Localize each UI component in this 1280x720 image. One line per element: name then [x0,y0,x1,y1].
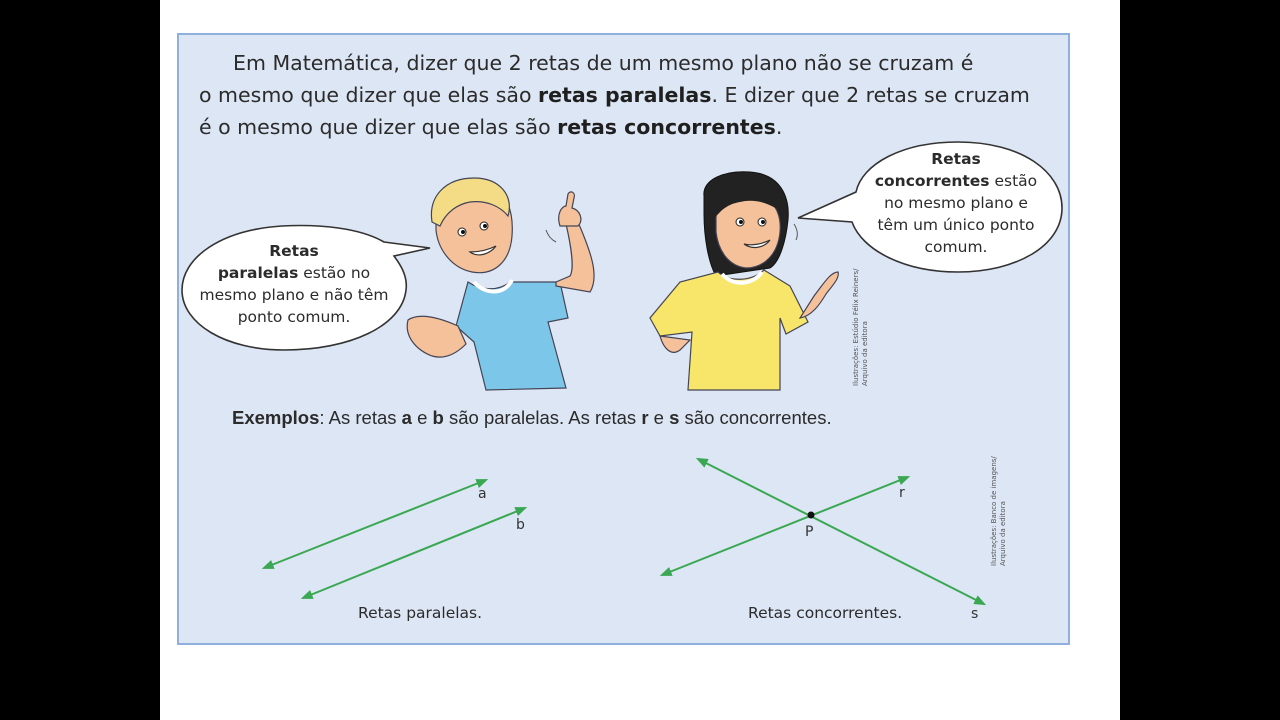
credit-text: Ilustrações: Estúdio Félix Reiners/ [852,268,860,386]
term-parallel: retas paralelas [538,83,712,107]
term-concurrent: retas concorrentes [557,115,776,139]
line-name-r: r [641,407,649,428]
bubble-text: no mesmo plano e [884,194,1028,212]
intro-text: . [775,115,783,139]
intro-text: é o mesmo que dizer que elas são [199,115,558,139]
examples-text: e [648,407,670,428]
credit-text: Arquivo da editora [999,501,1007,566]
examples-text: são concorrentes. [679,407,832,428]
bubble-bold: Retas [931,150,981,168]
intro-text: o mesmo que dizer que elas são [199,83,539,107]
caption-concurrent: Retas concorrentes. [748,604,903,622]
line-name-b: b [432,407,444,428]
line-s [698,459,984,604]
intro-text: . E dizer que 2 retas se cruzam [711,83,1030,107]
bubble-text: estão [989,172,1038,190]
line-name-s: s [669,407,680,428]
line-r [662,477,908,575]
examples-text: e [411,407,433,428]
bubble-bold: Retas [269,242,319,260]
examples-text: são paralelas. As retas [443,407,642,428]
bubble-text: comum. [924,238,988,256]
intro-line-1: Em Matemática, dizer que 2 retas de um mesmo plano não se cruzam é [233,51,974,75]
credit-text: Ilustrações: Banco de imagens/ [990,456,998,566]
bubble-bold: paralelas [217,264,299,282]
bubble-bold: concorrentes [874,172,990,190]
bubble-text: mesmo plano e não têm [199,286,389,304]
caption-parallel: Retas paralelas. [358,604,483,622]
label-s: s [971,606,979,622]
label-a: a [478,486,487,502]
line-name-a: a [401,407,412,428]
examples-label: Exemplos [232,407,320,428]
intersection-point-p [808,512,815,519]
examples-text: : As retas [319,407,402,428]
label-r: r [899,485,905,501]
label-p: P [805,524,814,540]
bubble-text: ponto comum. [237,308,351,326]
credit-text: Arquivo da editora [861,321,869,386]
bubble-text: estão no [298,264,371,282]
bubble-text: têm um único ponto [877,216,1035,234]
label-b: b [516,517,525,533]
